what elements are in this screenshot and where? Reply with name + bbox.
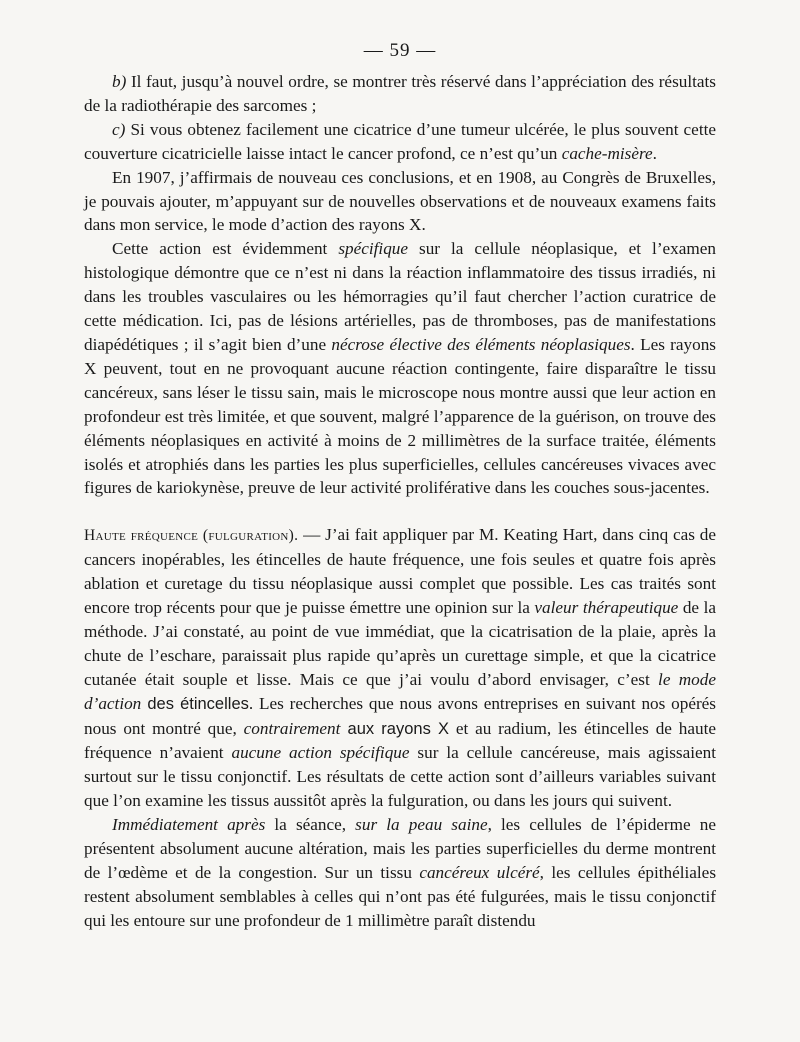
list-label-c: c) xyxy=(112,119,126,139)
paragraph-c xyxy=(84,118,716,166)
italic-term: nécrose élective des éléments néoplasiques xyxy=(331,334,631,354)
paragraph-1907: En 1907, j’affirmais de nouveau ces conclusions, et en 1908, au Congrès de Bruxelles, je pouvais ajouter, m’appuyant sur de nouvelles observations et de nouveaux examens faits dans mon service, le mode d’action des rayons X. xyxy=(84,167,716,235)
emphasis-text: des étincelles xyxy=(141,694,249,713)
page-number: — 59 — xyxy=(363,40,437,61)
italic-term: valeur thérapeutique xyxy=(534,598,679,618)
section-heading: Haute fréquence (fulguration). xyxy=(84,527,299,545)
paragraph-text: Cette action est évidemment xyxy=(112,239,339,259)
italic-term: Immédiatement après xyxy=(112,815,266,835)
paragraph-text: la séance, xyxy=(265,815,356,835)
paragraph-text: — J’ai fait appliquer par M. Keating Hart, dans cinq cas de cancers inopérables, les étincelles de haute fréquence, une fois seules et quatre fois après ablation et curetage du tissu néoplasique aussi complet que possible. Les cas traités sont encore trop récents pour que je puisse émettre une opinion sur la xyxy=(84,525,716,618)
paragraph-text: Il faut, jusqu’à nouvel ordre, se montrer très réservé dans l’appréciation des résultats de la radiothérapie des sarcomes ; xyxy=(84,72,716,115)
paragraph-text: de la méthode. J’ai constaté, au point de vue immédiat, que la cicatrisation de la plaie, après la chute de l’eschare, paraissait plus rapide qu’après un curettage simple, et que la cicatrice cutanée était souple et lisse. Mais ce que j’ai voulu d’abord envisager, c’est xyxy=(84,598,716,689)
section-gap xyxy=(84,500,716,523)
paragraph-text: . Les rayons X peuvent, tout en ne provoquant aucune réaction contingente, faire disparaître le tissu cancéreux, sans léser le tissu sain, mais le microscope nous montre aussi que leur action en profondeur est très limitée, et que souvent, malgré l’apparence de la guérison, on trouve des éléments néoplasiques en activité à moins de 2 millimètres de la surface traitée, éléments isolés et atrophiés dans les parties les plus superficielles, cellules cancéreuses vivaces avec figures de kariokynèse, preuve de leur activité proliférative dans les couches sous-jacentes. xyxy=(84,334,716,498)
italic-term: cache-misère xyxy=(561,143,653,163)
italic-term: le mode d’action xyxy=(84,669,716,713)
paragraph-text: . Les recherches que nous avons entreprises en suivant nos opérés nous ont montré que, xyxy=(84,693,716,738)
italic-term: sur la peau saine xyxy=(355,815,488,835)
paragraph-b xyxy=(84,70,716,118)
italic-term: spécifique xyxy=(338,239,409,259)
list-label-b: b) xyxy=(112,72,127,91)
paragraph-haute-frequence xyxy=(84,523,716,813)
paragraph-text: et au radium, les étincelles de haute fréquence n’avaient xyxy=(84,718,716,763)
paragraph-text: , les cellules de l’épiderme ne présentent absolument aucune altération, mais les parties superficielles du derme montrent de l’œdème et de la congestion. Sur un tissu xyxy=(84,815,717,882)
paragraph-text: sur la cellule cancéreuse, mais agissaient surtout sur le tissu conjonctif. Les résultats de cette action sont d’ailleurs variables suivant que l’on examine les tissus aussitôt après la fulguration, ou dans les jours qui suivent. xyxy=(84,743,716,811)
emphasis-text: aux rayons X xyxy=(340,719,449,738)
paragraph-immediatement xyxy=(84,813,716,933)
italic-term: contrairement xyxy=(243,718,341,738)
paragraph-text: , les cellules épithéliales restent absolument semblables à celles qui n’ont pas été fulgurées, mais le tissu conjonctif qui les entoure sur une profondeur de 1 millimètre paraît distendu xyxy=(84,863,717,930)
italic-term: cancéreux ulcéré xyxy=(419,863,540,882)
paragraph-text: . xyxy=(652,143,657,163)
paragraph-action-specifique xyxy=(84,237,716,500)
paragraph-text: Si vous obtenez facilement une cicatrice d’une tumeur ulcérée, le plus souvent cette couverture cicatricielle laisse intact le cancer profond, ce n’est qu’un xyxy=(84,119,716,163)
italic-term: aucune action spécifique xyxy=(231,743,410,763)
paragraph-text: sur la cellule néoplasique, et l’examen histologique démontre que ce n’est ni dans la réaction inflammatoire des tissus irradiés, ni dans les troubles vasculaires ou les hémorragies qu’il faut chercher l’action curatrice de cette médication. Ici, pas de lésions artérielles, pas de thromboses, pas de manifestations diapédétiques ; il s’agit bien d’une xyxy=(84,239,716,354)
